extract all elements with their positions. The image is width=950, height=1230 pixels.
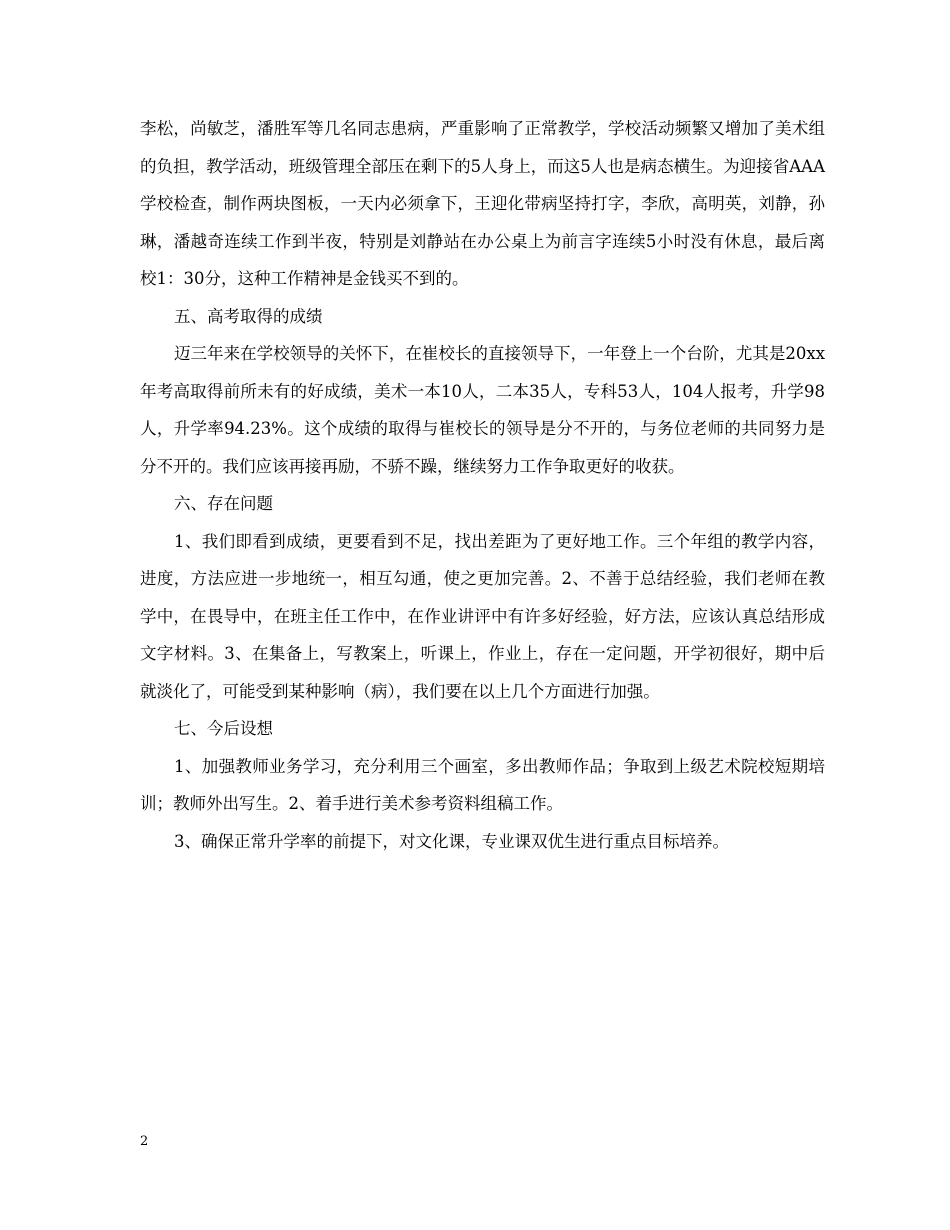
- paragraph-illness-workload: 李松，尚敏芝，潘胜军等几名同志患病，严重影响了正常教学，学校活动频繁又增加了美术组的负担，教学活动，班级管理全部压在剩下的5人身上，而这5人也是病态横生。为迎接省AAA学校检查，制作两块图板，一天内必须拿下，王迎化带病坚持打字，李欣，高明英，刘静，孙琳，潘越奇连续工作到半夜，特别是刘静站在办公桌上为前言字连续5小时没有休息，最后离校1：30分，这种工作精神是金钱买不到的。: [140, 119, 825, 288]
- paragraph-future-plans-2: 3、确保正常升学率的前提下，对文化课，专业课双优生进行重点目标培养。: [174, 831, 729, 851]
- document-body: [140, 110, 825, 860]
- section-heading-exam-results: 五、高考取得的成绩: [174, 306, 323, 326]
- section-heading-future-plans: 七、今后设想: [174, 719, 273, 738]
- page-number: 2: [140, 1134, 149, 1149]
- section-heading-existing-problems: 六、存在问题: [174, 494, 273, 513]
- paragraph-existing-problems: 1、我们即看到成绩，更要看到不足，找出差距为了更好地工作。三个年组的教学内容，进度，方法应进一步地统一，相互勾通，使之更加完善。2、不善于总结经验，我们老师在教学中，在畏导中，在班主任工作中，在作业讲评中有许多好经验，好方法，应该认真总结形成文字材料。3、在集备上，写教案上，听课上，作业上，存在一定问题，开学初很好，期中后就淡化了，可能受到某种影响（病），我们要在以上几个方面进行加强。: [140, 531, 825, 701]
- paragraph-future-plans-1: 1、加强教师业务学习，充分利用三个画室，多出教师作品；争取到上级艺术院校短期培训；教师外出写生。2、着手进行美术参考资料组稿工作。: [140, 756, 825, 813]
- paragraph-exam-results: 迈三年来在学校领导的关怀下，在崔校长的直接领导下，一年登上一个台阶，尤其是20xx年考高取得前所未有的好成绩，美术一本10人，二本35人，专科53人，104人报考，升学98人，升学率94.23%。这个成绩的取得与崔校长的领导是分不开的，与务位老师的共同努力是分不开的。我们应该再接再励，不骄不躁，继续努力工作争取更好的收获。: [140, 344, 825, 476]
